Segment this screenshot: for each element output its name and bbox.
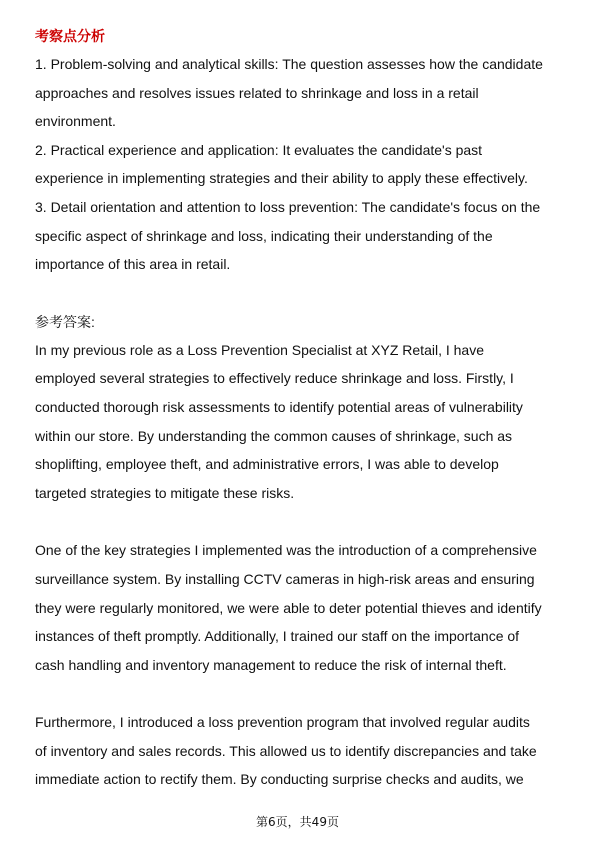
paragraph-line: within our store. By understanding the common causes of shrinkage, such as [35,427,513,444]
paragraph-line: Furthermore, I introduced a loss prevention program that involved regular audits [35,714,530,731]
paragraph-line: In my previous role as a Loss Prevention Specialist at XYZ Retail, I have [35,341,484,358]
paragraph-line: conducted thorough risk assessments to identify potential areas of vulnerability [35,398,523,415]
spacer [35,679,563,708]
answer-paragraph-2 [35,536,563,679]
answer-heading: 参考答案: [35,313,95,330]
spacer [35,507,563,536]
analysis-heading: 考察点分析 [35,28,105,44]
page-number: 第6页，共49页 [256,815,339,829]
paragraph-line: surveillance system. By installing CCTV cameras in high-risk areas and ensuring [35,570,535,587]
analysis-line: experience in implementing strategies and their ability to apply these effectively. [35,170,528,187]
paragraph-line: shoplifting, employee theft, and administrative errors, I was able to develop [35,456,499,473]
answer-paragraph-3 [35,708,563,794]
paragraph-line: they were regularly monitored, we were able to deter potential thieves and identify [35,599,542,616]
spacer [35,279,563,308]
analysis-line: approaches and resolves issues related to shrinkage and loss in a retail [35,84,479,101]
analysis-line: 2. Practical experience and application: It evaluates the candidate's past [35,141,483,158]
analysis-line: specific aspect of shrinkage and loss, indicating their understanding of the [35,227,493,244]
page-content [35,22,563,794]
paragraph-line: instances of theft promptly. Additionally, I trained our staff on the importance of [35,628,520,645]
answer-paragraph-1 [35,336,563,508]
analysis-list [35,50,563,279]
paragraph-line: One of the key strategies I implemented was the introduction of a comprehensive [35,542,537,559]
paragraph-line: cash handling and inventory management to reduce the risk of internal theft. [35,656,507,673]
analysis-line: importance of this area in retail. [35,256,231,273]
paragraph-line: targeted strategies to mitigate these risks. [35,484,295,501]
analysis-line: 1. Problem-solving and analytical skills: The question assesses how the candidate [35,56,543,72]
paragraph-line: immediate action to rectify them. By conducting surprise checks and audits, we [35,771,524,788]
analysis-line: environment. [35,113,116,130]
paragraph-line: employed several strategies to effectively reduce shrinkage and loss. Firstly, I [35,370,514,387]
paragraph-line: of inventory and sales records. This allowed us to identify discrepancies and take [35,742,537,759]
analysis-line: 3. Detail orientation and attention to loss prevention: The candidate's focus on the [35,198,541,215]
